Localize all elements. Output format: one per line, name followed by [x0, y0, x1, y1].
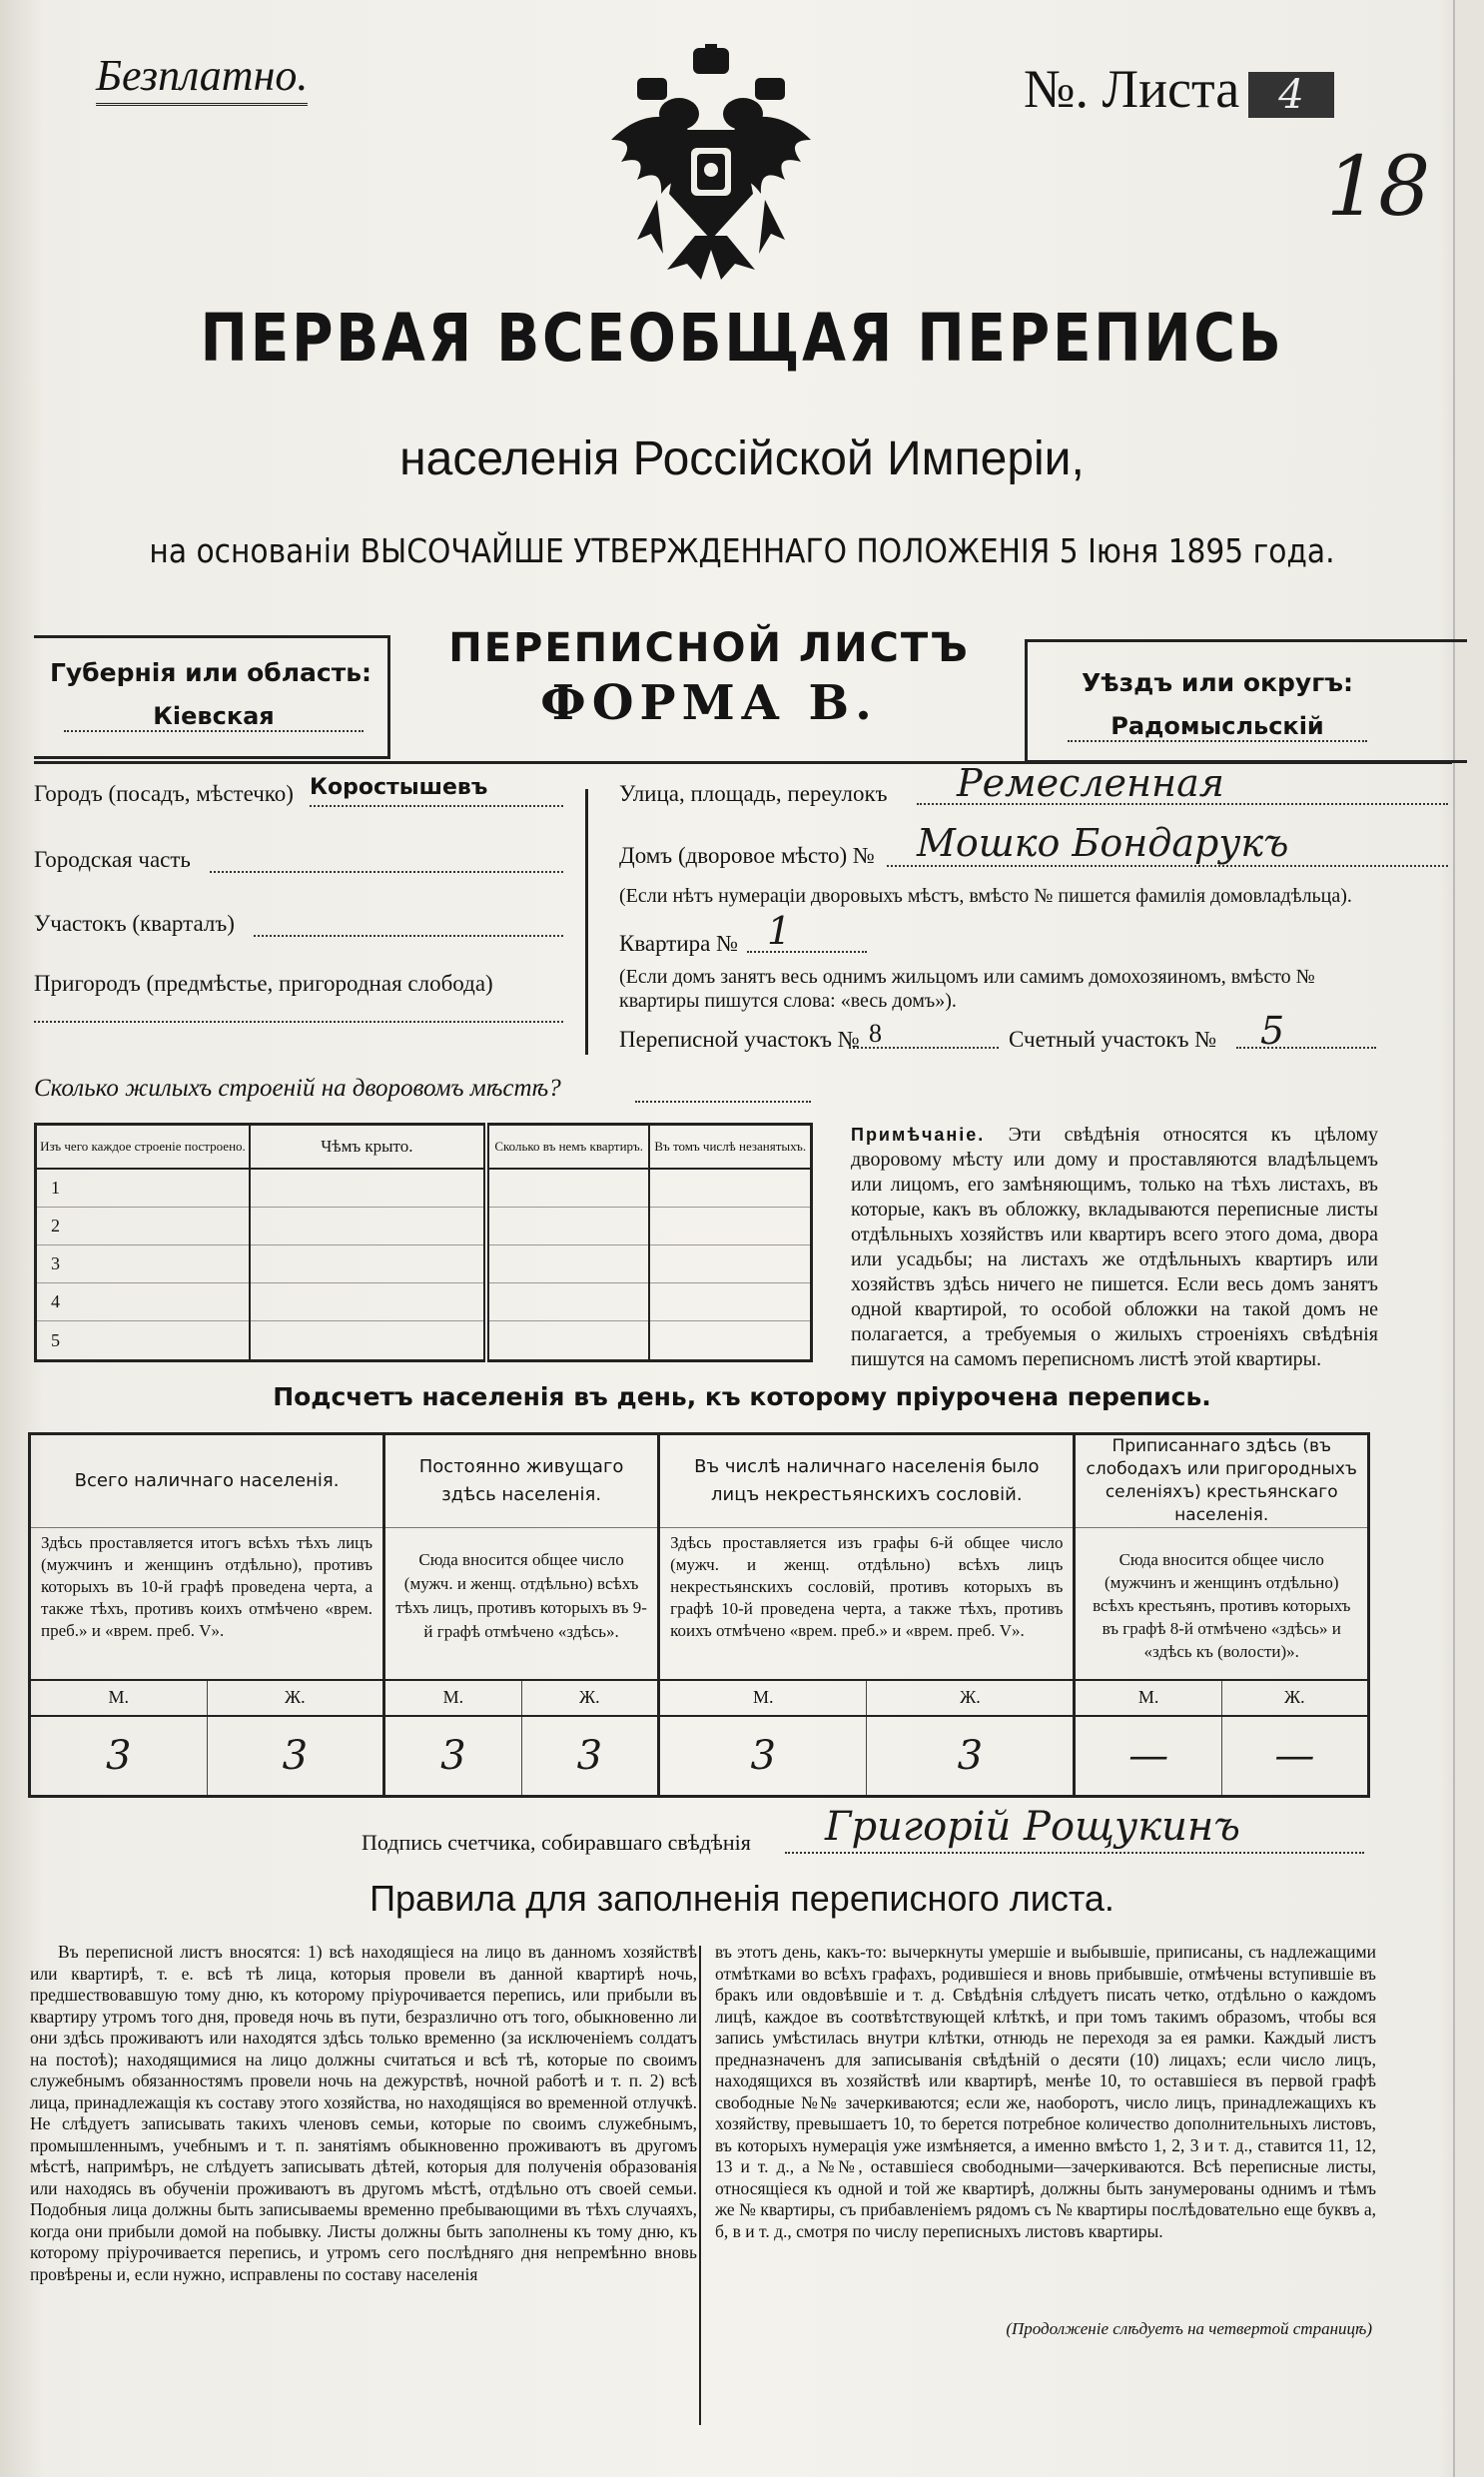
rules-divider	[699, 1946, 701, 2425]
pop-male-header: М.	[1075, 1680, 1221, 1716]
rules-column-1: Въ переписной листъ вносятся: 1) всѣ находящіеся на лицо въ данномъ хозяйствѣ или квартирѣ, т. е. всѣ тѣ лица, которыя провели въ данной квартирѣ ночь, предшествовавшую тому дню, къ которому пріурочивается перепись, или прибыли въ квартиру утромъ того дня, проведя ночь въ пути, безразлично отъ того, обыкновенно ли они здѣсь проживаютъ или находятся здѣсь только временно (за исключеніемъ солдатъ на постоѣ); находящимися на лицо должны считаться и всѣ тѣ, которые по своимъ служебнымъ обязанностямъ провели ночь на дежурствѣ, ночной работѣ и т. п. 2) всѣ лица, принадлежащія къ составу этого хозяйства, но находящіяся во временной отлучкѣ. Не слѣдуетъ записывать такихъ членовъ семьи, которые по своимъ служебнымъ, промышленнымъ, учебнымъ и т. п. занятіямъ обыкновенно проживаютъ въ другомъ мѣстѣ, напримѣръ, не слѣдуетъ записывать дѣтей, которыя для полученія образованія или находясь въ обученіи проживаютъ въ другомъ мѣстѣ, отдѣльно отъ своей семьи. Подобныя лица должны быть записываемы временно пребывающими въ тѣхъ случаяхъ, когда они прибыли домой на побывку. Листы должны быть заполнены къ тому дню, къ которому пріурочивается перепись, и утромъ сего послѣдняго дня непремѣнно вновь провѣрены и, если нужно, исправлены по составу населенія	[30, 1942, 697, 2284]
decree-line: на основаніи ВЫСОЧАЙШЕ УТВЕРЖДЕННАГО ПОЛОЖЕНІЯ 5 Іюня 1895 года.	[149, 531, 1335, 570]
suburb-label: Пригородъ (предмѣстье, пригородная слобода)	[34, 971, 493, 996]
buildings-col-material: Изъ чего каждое строеніе построено.	[36, 1125, 250, 1169]
buildings-col-roof: Чѣмъ крыто.	[250, 1125, 486, 1169]
sheet-type: ПЕРЕПИСНОЙ ЛИСТЪ	[448, 625, 970, 671]
pop-desc-permanent: Сюда вносится общее число (мужч. и женщ. отдѣльно) всѣхъ тѣхъ лицъ, противъ которыхъ въ 9-й графѣ отмѣчено «здѣсь».	[384, 1528, 659, 1680]
pop-female-header: Ж.	[1221, 1680, 1368, 1716]
house-note: (Если нѣтъ нумераціи дворовыхъ мѣстъ, вмѣсто № пишется фамилія домовладѣльца).	[619, 885, 1352, 907]
rules-column-2: въ этотъ день, какъ-то: вычеркнуты умершіе и выбывшіе, приписаны, съ надлежащими отмѣтками во всѣхъ графахъ, родившіеся и вновь прибывшіе, отмѣчены вступившіе въ бракъ или овдовѣвшіе и т. д. Свѣдѣнія слѣдуетъ писать четко, отдѣльно о каждомъ лицѣ, каждое въ соотвѣтствующей клѣткѣ, и при томъ такимъ образомъ, чтобы вся запись умѣстилась внутри клѣтки, отнюдь не переходя за ея рамки. Каждый листъ предназначенъ для записыванія свѣдѣній о десяти (10) лицахъ; если число лицъ, находящихся въ хозяйствѣ или квартирѣ, менѣе 10, то оставшіеся въ первой графѣ свободные №№ зачеркиваются; если же, наоборотъ, число лицъ, принадлежащихъ къ хозяйству, превышаетъ 10, то берется потребное количество дополнительныхъ листовъ, въ которыхъ нумерація уже измѣняется, а именно вмѣсто 1, 2, 3 и т. д., ставится 11, 12, 13 и т. д., а №№, оставшіеся свободными—зачеркиваются. Всѣ переписные листы, относящіеся къ одной и той же квартирѣ, должны быть занумерованы однимъ и тѣмъ же № квартиры, съ прибавленіемъ рядомъ съ № квартиры послѣдовательно еще буквъ а, б, в и т. д., смотря по числу переписныхъ листовъ квартиры.	[715, 1942, 1376, 2241]
pop-col-non-peasant: Въ числѣ наличнаго населенія было лицъ некрестьянскихъ сословій.	[659, 1434, 1075, 1528]
pop-value-permanent-female: 3	[521, 1716, 659, 1797]
district-label: Уѣздъ или округъ:	[1081, 668, 1354, 697]
precinct-label: Участокъ (кварталъ)	[34, 911, 235, 936]
pop-male-header: М.	[30, 1680, 208, 1716]
pop-male-header: М.	[384, 1680, 522, 1716]
form-name: ФОРМА В.	[540, 675, 878, 731]
buildings-row-number: 1	[36, 1169, 250, 1208]
rules-title: Правила для заполненія переписного листа.	[370, 1878, 1114, 1919]
buildings-question: Сколько жилыхъ строеній на дворовомъ мѣстѣ?	[34, 1075, 561, 1102]
precinct-line	[254, 913, 563, 937]
pop-female-header: Ж.	[207, 1680, 384, 1716]
signature-value: Григорій Рощукинъ	[785, 1804, 1364, 1854]
pop-col-present: Всего наличнаго населенія.	[30, 1434, 384, 1528]
street-label: Улица, площадь, переулокъ	[619, 781, 888, 806]
street-value: Ремесленная	[917, 761, 1448, 805]
buildings-col-apartments: Сколько въ немъ квартиръ.	[486, 1125, 650, 1169]
census-district-label: Переписной участокъ №	[619, 1027, 860, 1052]
pop-col-registered: Приписаннаго здѣсь (въ слободахъ или пригородныхъ селеніяхъ) крестьянскаго населенія.	[1075, 1434, 1369, 1528]
rules-continued: (Продолженіе слѣдуетъ на четвертой страницѣ)	[1006, 2319, 1372, 2338]
free-label: Безплатно.	[96, 50, 308, 106]
form-heading	[399, 625, 1019, 731]
sheet-number-label: №. Листа	[1024, 59, 1240, 119]
town-value: Коростышевъ	[310, 775, 563, 807]
province-value: Кіевская	[64, 702, 364, 732]
apartment-value: 1	[747, 909, 867, 953]
census-subtitle: населенія Россійской Имперіи,	[399, 432, 1085, 485]
town-label: Городъ (посадъ, мѣстечко)	[34, 781, 294, 806]
pop-value-non-peasant-female: 3	[867, 1716, 1075, 1797]
buildings-col-vacant: Въ томъ числѣ незанятыхъ.	[649, 1125, 811, 1169]
population-table	[28, 1432, 1370, 1798]
buildings-row-number: 3	[36, 1245, 250, 1283]
address-divider	[585, 789, 588, 1055]
signature-label: Подпись счетчика, собиравшаго свѣдѣнія	[362, 1830, 751, 1855]
count-district-label: Счетный участокъ №	[1009, 1027, 1217, 1052]
pop-value-present-female: 3	[207, 1716, 384, 1797]
pop-value-non-peasant-male: 3	[659, 1716, 867, 1797]
city-part-label: Городская часть	[34, 847, 191, 872]
buildings-row-number: 2	[36, 1207, 250, 1244]
buildings-question-line	[635, 1081, 811, 1103]
pop-value-registered-female: —	[1221, 1716, 1368, 1797]
pop-female-header: Ж.	[867, 1680, 1075, 1716]
province-box	[34, 635, 390, 759]
note-title: Примѣчаніе.	[851, 1125, 986, 1145]
census-title: ПЕРВАЯ ВСЕОБЩАЯ ПЕРЕПИСЬ	[200, 300, 1284, 377]
district-value: Радомысльскій	[1068, 712, 1367, 742]
district-box	[1025, 639, 1467, 763]
apartment-note: (Если домъ занятъ весь однимъ жильцомъ или самимъ домохозяиномъ, вмѣсто № квартиры пишутся слова: «весь домъ»).	[619, 966, 1315, 1012]
page-edge	[1453, 0, 1484, 2477]
suburb-line	[34, 1005, 563, 1023]
sheet-number-value: 4	[1248, 72, 1334, 118]
buildings-table	[34, 1123, 813, 1362]
city-part-line	[210, 849, 563, 873]
apartment-label: Квартира №	[619, 931, 739, 956]
pop-desc-registered: Сюда вносится общее число (мужчинъ и женщинъ отдѣльно) всѣхъ крестьянъ, противъ которыхъ въ графѣ 8-й отмѣчено «здѣсь» и «здѣсь къ (волости)».	[1093, 1550, 1351, 1661]
population-title: Подсчетъ населенія въ день, къ которому пріурочена перепись.	[273, 1382, 1211, 1411]
note-block	[851, 1123, 1378, 1372]
pop-female-header: Ж.	[521, 1680, 659, 1716]
pop-male-header: М.	[659, 1680, 867, 1716]
house-label: Домъ (дворовое мѣсто) №	[619, 843, 875, 868]
pop-value-registered-male: —	[1075, 1716, 1221, 1797]
census-district-value: 8	[849, 1019, 999, 1049]
pop-value-present-male: 3	[30, 1716, 208, 1797]
province-label: Губернія или область:	[49, 658, 372, 687]
house-value: Мошко Бондарукъ	[887, 821, 1448, 867]
note-text: Эти свѣдѣнія относятся къ цѣлому дворовому мѣсту или дому и проставляются владѣльцемъ или лицомъ, его замѣняющимъ, только на тѣхъ листахъ, въ которые, какъ въ обложку, вкладываются переписные листы отдѣльныхъ хозяйствъ или квартиръ всего этого дома, двора или усадьбы; на листахъ же отдѣльныхъ квартиръ или хозяйствъ здѣсь ничего не пишется. Если весь домъ занятъ одной квартирой, то особой обложки на такой домъ не полагается, а требуемыя о жилыхъ строеніяхъ свѣдѣнія пишутся на самомъ переписномъ листѣ этой квартиры.	[851, 1124, 1379, 1370]
imperial-eagle-emblem-icon	[607, 44, 815, 284]
pop-value-permanent-male: 3	[384, 1716, 522, 1797]
archive-page-number: 18	[1326, 140, 1431, 235]
pop-desc-non-peasant: Здѣсь проставляется изъ графы 6-й общее число (мужч. и женщ. отдѣльно) всѣхъ лицъ некрестьянскихъ сословій, противъ которыхъ въ графѣ 10-й проведена черта, а также тѣхъ, противъ коихъ отмѣчено «врем. преб.» и «врем. преб. V».	[659, 1528, 1075, 1680]
count-district-value: 5	[1236, 1009, 1376, 1049]
buildings-row-number: 5	[36, 1321, 250, 1361]
buildings-row-number: 4	[36, 1283, 250, 1321]
pop-desc-present: Здѣсь проставляется итогъ всѣхъ тѣхъ лицъ (мужчинъ и женщинъ отдѣльно), противъ которыхъ въ 10-й графѣ проведена черта, а также тѣхъ, противъ коихъ отмѣчено «врем. преб.» и «врем. преб. V».	[30, 1528, 384, 1680]
pop-col-permanent: Постоянно живущаго здѣсь населенія.	[384, 1434, 659, 1528]
